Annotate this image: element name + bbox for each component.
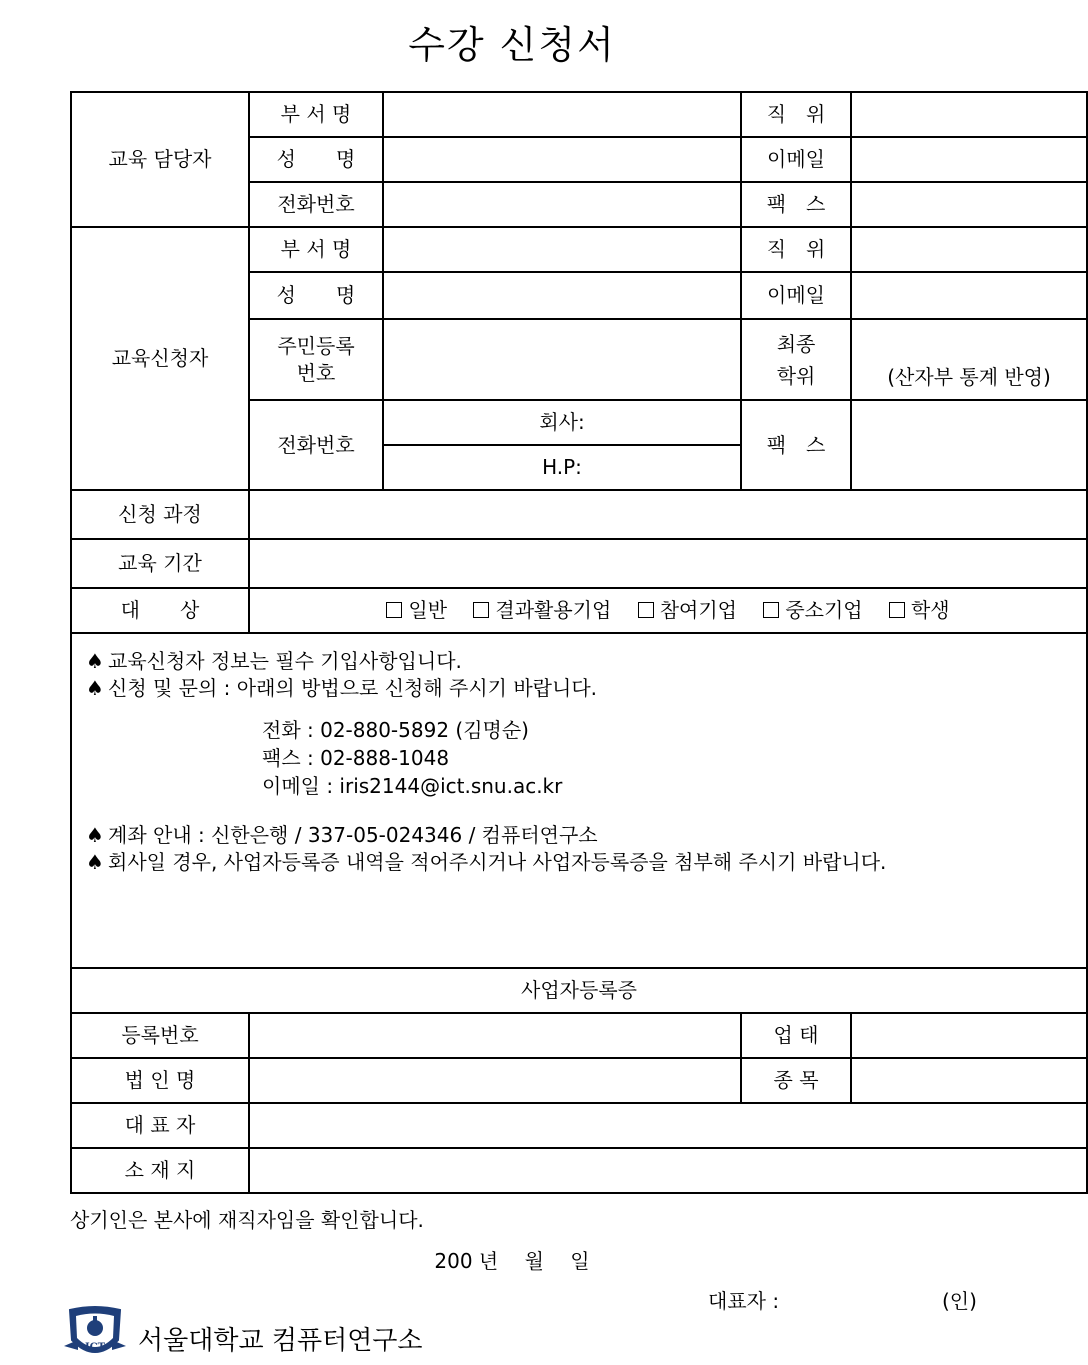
period-label: 교육 기간 (71, 539, 249, 588)
representative-label: 대표자 : (708, 1289, 780, 1313)
degree-label-line2: 학위 (776, 363, 816, 388)
mobile-label: H.P: (542, 455, 582, 479)
organization-name: 서울대학교 컴퓨터연구소 (138, 1326, 423, 1356)
applicant-mobile-field[interactable] (383, 445, 741, 490)
manager-phone-label: 전화번호 (249, 182, 383, 227)
period-field[interactable] (249, 539, 1087, 588)
manager-dept-label: 부 서 명 (249, 92, 383, 137)
date-line: 200 년 월 일 (434, 1249, 590, 1273)
degree-note: (산자부 통계 반영) (887, 365, 1051, 389)
manager-fax-label: 팩 스 (741, 182, 851, 227)
address-field[interactable] (249, 1148, 1087, 1193)
reg-no-label: 등록번호 (71, 1013, 249, 1058)
manager-fax-field[interactable] (851, 182, 1087, 227)
target-options (249, 588, 1087, 633)
manager-phone-field[interactable] (383, 182, 741, 227)
course-field[interactable] (249, 490, 1087, 539)
applicant-dept-field[interactable] (383, 227, 741, 272)
spade-icon: ♠ (86, 676, 104, 700)
manager-position-label: 직 위 (741, 92, 851, 137)
applicant-rrn-field[interactable] (383, 319, 741, 400)
checkbox-result-company[interactable] (473, 602, 489, 618)
company-phone-label: 회사: (539, 410, 585, 434)
applicant-position-field[interactable] (851, 227, 1087, 272)
note-required-text: 교육신청자 정보는 필수 기입사항입니다. (108, 649, 462, 673)
spade-icon: ♠ (86, 649, 104, 673)
business-type-label: 업 태 (741, 1013, 851, 1058)
manager-position-field[interactable] (851, 92, 1087, 137)
logo-text: ICT (84, 1342, 106, 1353)
corp-name-label: 법 인 명 (71, 1058, 249, 1103)
applicant-section-label: 교육신청자 (71, 227, 249, 490)
manager-email-label: 이메일 (741, 137, 851, 182)
checkbox-student[interactable] (889, 602, 905, 618)
applicant-phone-label: 전화번호 (249, 400, 383, 490)
form-title: 수강 신청서 (408, 23, 616, 67)
note-account-text: 계좌 안내 : 신한은행 / 337-05-024346 / 컴퓨터연구소 (108, 823, 598, 847)
confirm-statement: 상기인은 본사에 재직자임을 확인합니다. (70, 1208, 424, 1232)
applicant-fax-label: 팩 스 (741, 400, 851, 490)
checkbox-general[interactable] (386, 602, 402, 618)
option-participant-company: 참여기업 (659, 598, 737, 622)
address-label: 소 재 지 (71, 1148, 249, 1193)
note-company (86, 849, 1072, 876)
applicant-degree-label (741, 319, 851, 400)
manager-dept-field[interactable] (383, 92, 741, 137)
rrn-label-line2: 번호 (296, 360, 336, 385)
manager-name-field[interactable] (383, 137, 741, 182)
applicant-email-label: 이메일 (741, 272, 851, 319)
stamp-label: (인) (942, 1289, 977, 1313)
contact-phone: 전화 : 02-880-5892 (김명순) (262, 718, 529, 742)
checkbox-sme[interactable] (763, 602, 779, 618)
note-company-text: 회사일 경우, 사업자등록증 내역을 적어주시거나 사업자등록증을 첨부해 주시기 바랍니다. (108, 850, 887, 874)
note-apply-text: 신청 및 문의 : 아래의 방법으로 신청해 주시기 바랍니다. (108, 676, 597, 700)
contact-email[interactable]: 이메일 : iris2144@ict.snu.ac.kr (262, 774, 563, 798)
target-label: 대 상 (71, 588, 249, 633)
business-type-field[interactable] (851, 1013, 1087, 1058)
applicant-email-field[interactable] (851, 272, 1087, 319)
note-required (86, 648, 1072, 675)
option-student: 학생 (910, 598, 950, 622)
reg-no-field[interactable] (249, 1013, 741, 1058)
applicant-rrn-label (249, 319, 383, 400)
option-sme: 중소기업 (785, 598, 863, 622)
ict-logo-icon (62, 1306, 128, 1362)
rrn-label-line1: 주민등록 (277, 333, 355, 358)
ceo-field[interactable] (249, 1103, 1087, 1148)
applicant-name-field[interactable] (383, 272, 741, 319)
spade-icon: ♠ (86, 823, 104, 847)
notes-section (71, 633, 1087, 968)
applicant-name-label: 성 명 (249, 272, 383, 319)
manager-name-label: 성 명 (249, 137, 383, 182)
spade-icon: ♠ (86, 850, 104, 874)
note-account (86, 822, 1072, 849)
ceo-label: 대 표 자 (71, 1103, 249, 1148)
contact-fax: 팩스 : 02-888-1048 (262, 746, 450, 770)
degree-label-line1: 최종 (776, 331, 816, 356)
corp-name-field[interactable] (249, 1058, 741, 1103)
applicant-degree-field[interactable] (851, 319, 1087, 400)
checkbox-participant-company[interactable] (638, 602, 654, 618)
course-label: 신청 과정 (71, 490, 249, 539)
applicant-fax-field[interactable] (851, 400, 1087, 490)
option-result-company: 결과활용기업 (495, 598, 612, 622)
business-header: 사업자등록증 (71, 968, 1087, 1013)
application-form-table (70, 91, 1088, 1194)
option-general: 일반 (408, 598, 448, 622)
item-field[interactable] (851, 1058, 1087, 1103)
item-label: 종 목 (741, 1058, 851, 1103)
applicant-company-phone-field[interactable] (383, 400, 741, 445)
applicant-position-label: 직 위 (741, 227, 851, 272)
manager-section-label: 교육 담당자 (71, 92, 249, 227)
applicant-dept-label: 부 서 명 (249, 227, 383, 272)
manager-email-field[interactable] (851, 137, 1087, 182)
note-apply (86, 675, 1072, 702)
contact-block (86, 716, 1072, 800)
